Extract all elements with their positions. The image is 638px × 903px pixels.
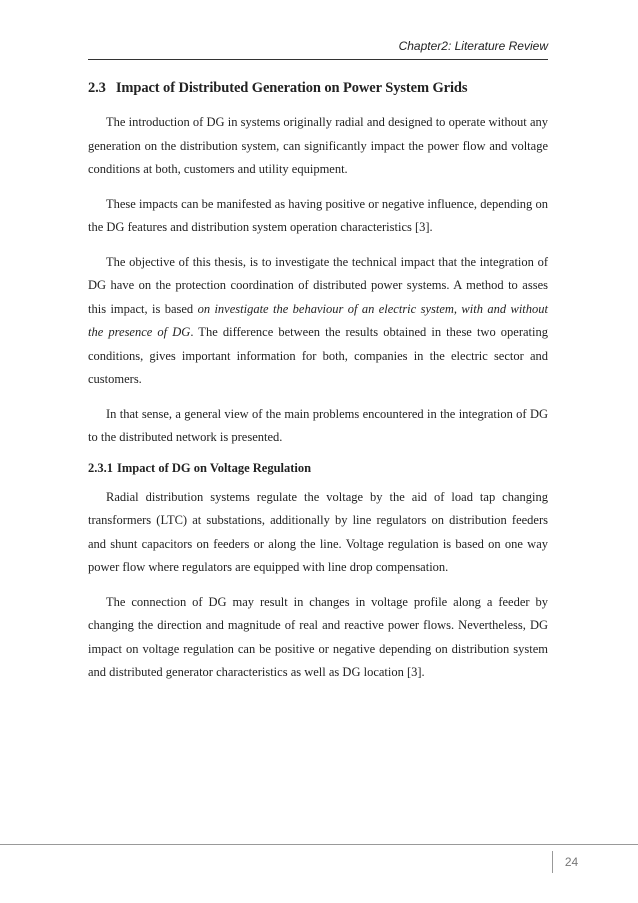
subsection-title: Impact of DG on Voltage Regulation <box>117 460 312 475</box>
paragraph-1: The introduction of DG in systems originally radial and designed to operate without any generation on the distribution system, can significantly impact the power flow and voltage conditions at both, customers and utility equipment. <box>88 115 548 176</box>
page-number: 24 <box>552 851 590 873</box>
paragraph-4: In that sense, a general view of the main problems encountered in the integration of DG to the distributed network is presented. <box>88 406 548 444</box>
paragraph-3-emphasis: on investigate the behaviour of an electric system, with and without the presence of DG <box>88 301 549 339</box>
sub-paragraph-1: Radial distribution systems regulate the voltage by the aid of load tap changing transformers (LTC) at substations, additionally by line regulators on distribution feeders and shunt capacitors on feeders or along the line. Voltage regulation is based on one way power flow where regulators are equipped with line drop compensation. <box>88 489 548 574</box>
section-heading <box>88 80 548 97</box>
page-content <box>88 80 548 696</box>
sub-paragraph-2: The connection of DG may result in changes in voltage profile along a feeder by changing the direction and magnitude of real and reactive power flows. Nevertheless, DG impact on voltage regulation can be positive or negative depending on distribution system and distributed generator characteristics as well as DG location [3]. <box>88 594 548 679</box>
section-number: 2.3 <box>88 80 106 96</box>
footer-rule <box>0 844 638 845</box>
header-rule <box>88 59 548 60</box>
paragraph-3-text-before: The objective of this thesis, is to investigate the technical impact that the integration of DG have on the protection coordination of distributed power systems. A method to asses this impact, is based <box>88 254 548 316</box>
subsection-number: 2.3.1 <box>88 460 113 475</box>
subsection-heading <box>88 461 548 476</box>
section-title: Impact of Distributed Generation on Power System Grids <box>115 80 468 96</box>
paragraph-3-text-after: . The difference between the results obtained in these two operating conditions, gives important information for both, companies in the electric sector and customers. <box>88 325 548 386</box>
paragraph-3 <box>88 251 548 392</box>
paragraph-2: These impacts can be manifested as having positive or negative influence, depending on the DG features and distribution system operation characteristics [3]. <box>88 196 548 234</box>
chapter-header: Chapter2: Literature Review <box>398 39 548 53</box>
